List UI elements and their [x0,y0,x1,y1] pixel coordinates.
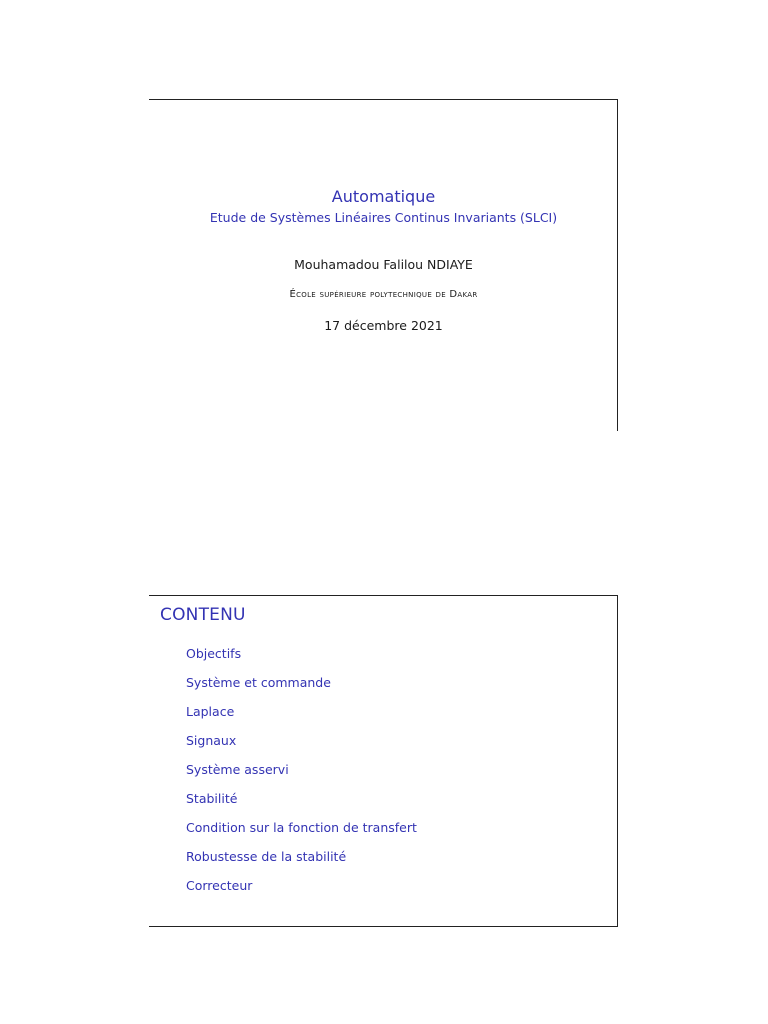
toc-item-systeme-et-commande[interactable]: Système et commande [186,675,331,690]
presentation-title: Automatique [331,187,436,206]
toc-item-condition-fonction-transfert[interactable]: Condition sur la fonction de transfert [186,820,417,835]
contents-heading: CONTENU [160,605,246,625]
toc-item-signaux[interactable]: Signaux [186,733,237,748]
contents-list [186,646,417,907]
title-slide [149,99,618,431]
toc-item-laplace[interactable]: Laplace [186,704,235,719]
toc-item-correcteur[interactable]: Correcteur [186,878,253,893]
contents-slide [149,595,618,927]
toc-item-stabilite[interactable]: Stabilité [186,791,238,806]
author-name: Mouhamadou Falilou NDIAYE [294,257,473,272]
toc-item-robustesse-stabilite[interactable]: Robustesse de la stabilité [186,849,347,864]
toc-item-objectifs[interactable]: Objectifs [186,646,242,661]
presentation-subtitle: Etude de Systèmes Linéaires Continus Invariants (SLCI) [209,210,558,225]
institute-name: École supérieure polytechnique de Dakar [289,289,478,300]
toc-item-systeme-asservi[interactable]: Système asservi [186,762,289,777]
presentation-date: 17 décembre 2021 [324,318,443,333]
